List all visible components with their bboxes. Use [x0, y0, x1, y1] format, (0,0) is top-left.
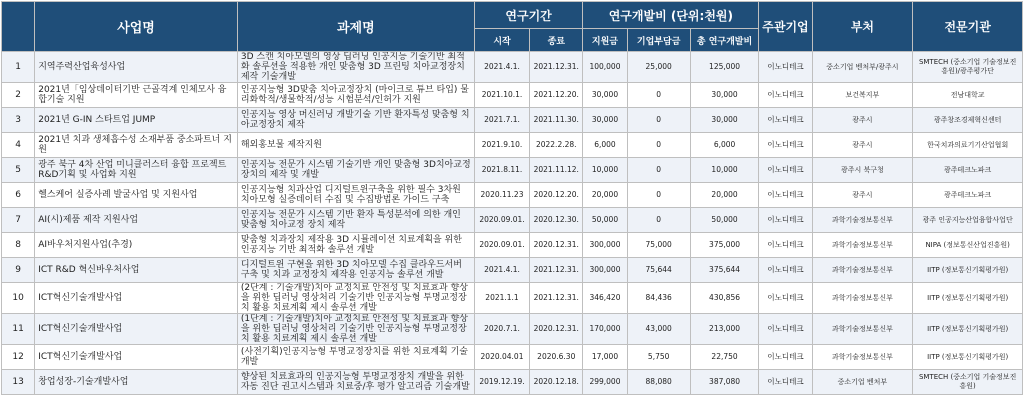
start-date: 2019.12.19.: [474, 370, 529, 395]
agency: SMTECH (중소기업 기술정보진흥원)/광주평가단: [913, 52, 1023, 83]
project-name: ICT혁신기술개발사업: [35, 345, 238, 370]
agency: 전남대학교: [913, 83, 1023, 108]
lead-company: 이노디테크: [759, 314, 812, 345]
total-budget: 125,000: [690, 52, 759, 83]
ministry: 광주시: [812, 108, 913, 133]
company-share: 0: [627, 158, 690, 183]
table-row: [2, 52, 1023, 83]
row-number: 6: [2, 183, 35, 208]
company-share: 84,436: [627, 283, 690, 314]
table-row: [2, 314, 1023, 345]
total-budget: 10,000: [690, 158, 759, 183]
table-row: [2, 183, 1023, 208]
company-share: 0: [627, 183, 690, 208]
grant-amount: 100,000: [583, 52, 627, 83]
ministry: 광주시: [812, 183, 913, 208]
ministry: 중소기업 벤처부/광주시: [812, 52, 913, 83]
total-budget: 375,644: [690, 258, 759, 283]
header-lead: 주관기업: [759, 2, 812, 52]
header-end: 종료: [530, 29, 583, 52]
start-date: 2021.4.1.: [474, 258, 529, 283]
task-name: 3D 스캔 치아모델의 영상 딥러닝 인공지능 기술기반 최적화 솔루션을 적용한 개인 맞춤형 3D 프린팅 치아교정장치 제작 기술개발: [237, 52, 474, 83]
total-budget: 30,000: [690, 108, 759, 133]
header-period: 연구기간: [474, 2, 583, 29]
agency: IITP (정보통신기획평가원): [913, 345, 1023, 370]
table-row: [2, 370, 1023, 395]
ministry: 과학기술정보통신부: [812, 208, 913, 233]
start-date: 2021.1.1: [474, 283, 529, 314]
lead-company: 이노디테크: [759, 258, 812, 283]
grant-amount: 300,000: [583, 258, 627, 283]
row-number: 5: [2, 158, 35, 183]
lead-company: 이노디테크: [759, 52, 812, 83]
project-name: ICT혁신기술개발사업: [35, 314, 238, 345]
task-name: 인공지능 전문가 시스템 기반 환자 특성분석에 의한 개인 맞춤형 치아교정 장치 제작: [237, 208, 474, 233]
start-date: 2021.4.1.: [474, 52, 529, 83]
total-budget: 375,000: [690, 233, 759, 258]
total-budget: 213,000: [690, 314, 759, 345]
agency: IITP (정보통신기획평가원): [913, 314, 1023, 345]
start-date: 2020.04.01: [474, 345, 529, 370]
start-date: 2020.09.01.: [474, 233, 529, 258]
company-share: 75,000: [627, 233, 690, 258]
row-number: 4: [2, 133, 35, 158]
agency: 광주 인공지능산업융합사업단: [913, 208, 1023, 233]
row-number: 13: [2, 370, 35, 395]
header-no: [2, 2, 35, 52]
grant-amount: 170,000: [583, 314, 627, 345]
ministry: 과학기술정보통신부: [812, 314, 913, 345]
end-date: 2022.2.28.: [530, 133, 583, 158]
total-budget: 50,000: [690, 208, 759, 233]
grant-amount: 346,420: [583, 283, 627, 314]
lead-company: 이노디테크: [759, 283, 812, 314]
project-name: 헬스케어 실증사례 발굴사업 및 지원사업: [35, 183, 238, 208]
row-number: 9: [2, 258, 35, 283]
end-date: 2020.12.31.: [530, 314, 583, 345]
task-name: 인공지능형 치과산업 디지털트윈구축을 위한 필수 3차원 치아모형 실증데이터 수집 및 수집방법론 가이드 구축: [237, 183, 474, 208]
agency: 광주창조경제혁신센터: [913, 108, 1023, 133]
ministry: 과학기술정보통신부: [812, 233, 913, 258]
header-row-1: [2, 2, 1023, 29]
start-date: 2020.09.01.: [474, 208, 529, 233]
header-start: 시작: [474, 29, 529, 52]
total-budget: 30,000: [690, 83, 759, 108]
agency: SMTECH (중소기업 기술정보진흥원): [913, 370, 1023, 395]
end-date: 2021.11.30.: [530, 108, 583, 133]
end-date: 2021.12.31.: [530, 258, 583, 283]
end-date: 2020.12.18.: [530, 370, 583, 395]
header-agency: 전문기관: [913, 2, 1023, 52]
row-number: 12: [2, 345, 35, 370]
ministry: 광주시: [812, 133, 913, 158]
agency: 광주테크노파크: [913, 183, 1023, 208]
ministry: 과학기술정보통신부: [812, 345, 913, 370]
project-name: AI바우처지원사업(추경): [35, 233, 238, 258]
table-row: [2, 158, 1023, 183]
task-name: 맞춤형 치과장치 제작용 3D 시뮬레이션 치료계획을 위한 인공지능 기반 최적화 솔루션 개발: [237, 233, 474, 258]
company-share: 0: [627, 83, 690, 108]
table-row: [2, 345, 1023, 370]
end-date: 2020.6.30: [530, 345, 583, 370]
company-share: 75,644: [627, 258, 690, 283]
total-budget: 20,000: [690, 183, 759, 208]
table-row: [2, 233, 1023, 258]
company-share: 0: [627, 208, 690, 233]
end-date: 2021.12.31.: [530, 52, 583, 83]
table-row: [2, 108, 1023, 133]
grant-amount: 30,000: [583, 83, 627, 108]
table-row: [2, 258, 1023, 283]
lead-company: 이노디테크: [759, 370, 812, 395]
lead-company: 이노디테크: [759, 183, 812, 208]
task-name: 디지털트윈 구현을 위한 3D 치아모델 수집 클라우드서버 구축 및 치과 교정장치 제작용 인공지능 솔루션 개발: [237, 258, 474, 283]
table-row: [2, 283, 1023, 314]
company-share: 43,000: [627, 314, 690, 345]
header-ministry: 부처: [812, 2, 913, 52]
ministry: 과학기술정보통신부: [812, 283, 913, 314]
row-number: 8: [2, 233, 35, 258]
lead-company: 이노디테크: [759, 158, 812, 183]
task-name: 해외홍보물 제작지원: [237, 133, 474, 158]
end-date: 2020.12.30.: [530, 208, 583, 233]
task-name: (2단계 : 기술개발)치아 교정치료 안전성 및 치료효과 향상을 위한 딥러닝 영상처리 기술기반 인공지능형 투명교정장치 활용 치료계획 제시 솔루션 개발: [237, 283, 474, 314]
task-name: 인공지능형 3D맞춤 치아교정장치 (마이크로 튜브 타입) 물리화학적/생물학적/성능 시험분석/인허가 지원: [237, 83, 474, 108]
project-name: 창업성장-기술개발사업: [35, 370, 238, 395]
company-share: 0: [627, 108, 690, 133]
grant-amount: 299,000: [583, 370, 627, 395]
row-number: 1: [2, 52, 35, 83]
grant-amount: 17,000: [583, 345, 627, 370]
end-date: 2021.12.31.: [530, 283, 583, 314]
ministry: 보건복지부: [812, 83, 913, 108]
end-date: 2021.11.12.: [530, 158, 583, 183]
project-name: 2021년「임상데이터기반 근골격계 인체모사 융합기술 지원: [35, 83, 238, 108]
grant-amount: 10,000: [583, 158, 627, 183]
project-name: 2021년 치과 생체흡수성 소재부품 중소파트너 지원: [35, 133, 238, 158]
header-total: 총 연구개발비: [690, 29, 759, 52]
task-name: 인공지능 전문가 시스템 기술기반 개인 맞춤형 3D치아교정 장치의 제작 및 개발: [237, 158, 474, 183]
company-share: 25,000: [627, 52, 690, 83]
header-company-share: 기업부담금: [627, 29, 690, 52]
start-date: 2021.10.1.: [474, 83, 529, 108]
lead-company: 이노디테크: [759, 83, 812, 108]
start-date: 2021.9.10.: [474, 133, 529, 158]
row-number: 7: [2, 208, 35, 233]
project-name: ICT혁신기술개발사업: [35, 283, 238, 314]
agency: IITP (정보통신기획평가원): [913, 258, 1023, 283]
total-budget: 6,000: [690, 133, 759, 158]
end-date: 2021.12.20.: [530, 83, 583, 108]
project-name: AI(시)제품 제작 지원사업: [35, 208, 238, 233]
header-budget: 연구개발비 (단위:천원): [583, 2, 759, 29]
ministry: 중소기업 벤처부: [812, 370, 913, 395]
grant-amount: 30,000: [583, 108, 627, 133]
task-name: 인공지능 영상 머신러닝 개발기술 기반 환자특성 맞춤형 치아교정장치 제작: [237, 108, 474, 133]
ministry: 과학기술정보통신부: [812, 258, 913, 283]
company-share: 88,080: [627, 370, 690, 395]
header-project: 사업명: [35, 2, 238, 52]
company-share: 5,750: [627, 345, 690, 370]
grant-amount: 50,000: [583, 208, 627, 233]
start-date: 2020.11.23: [474, 183, 529, 208]
start-date: 2021.7.1.: [474, 108, 529, 133]
ministry: 광주시 북구청: [812, 158, 913, 183]
lead-company: 이노디테크: [759, 108, 812, 133]
agency: NIPA (정보통신산업진흥원): [913, 233, 1023, 258]
start-date: 2021.8.11.: [474, 158, 529, 183]
task-name: 향상된 치료효과의 인공지능형 투명교정장치 개발을 위한 자동 진단 권고시스템과 치료중/후 평가 알고리즘 기술개발: [237, 370, 474, 395]
project-table: [1, 1, 1023, 395]
total-budget: 387,080: [690, 370, 759, 395]
total-budget: 430,856: [690, 283, 759, 314]
end-date: 2020.12.20.: [530, 183, 583, 208]
table-row: [2, 133, 1023, 158]
table-row: [2, 83, 1023, 108]
grant-amount: 6,000: [583, 133, 627, 158]
agency: IITP (정보통신기획평가원): [913, 283, 1023, 314]
company-share: 0: [627, 133, 690, 158]
lead-company: 이노디테크: [759, 133, 812, 158]
table-row: [2, 208, 1023, 233]
lead-company: 이노디테크: [759, 345, 812, 370]
start-date: 2020.7.1.: [474, 314, 529, 345]
task-name: (1단계 : 기술개발)치아 교정치료 안전성 및 치료효과 향상을 위한 딥러닝 영상처리 기술기반 인공지능형 투명교정장치 활용 치료계획 제시 솔루션 개발: [237, 314, 474, 345]
lead-company: 이노디테크: [759, 233, 812, 258]
header-task: 과제명: [237, 2, 474, 52]
task-name: (사전기획)인공지능형 투명교정장치를 위한 치료계획 기술 개발: [237, 345, 474, 370]
lead-company: 이노디테크: [759, 208, 812, 233]
agency: 광주테크노파크: [913, 158, 1023, 183]
grant-amount: 300,000: [583, 233, 627, 258]
agency: 한국치과의료기기산업협회: [913, 133, 1023, 158]
row-number: 3: [2, 108, 35, 133]
project-name: ICT R&D 혁신바우처사업: [35, 258, 238, 283]
row-number: 10: [2, 283, 35, 314]
row-number: 11: [2, 314, 35, 345]
project-name: 지역주력산업육성사업: [35, 52, 238, 83]
end-date: 2020.12.31.: [530, 233, 583, 258]
header-grant: 지원금: [583, 29, 627, 52]
grant-amount: 20,000: [583, 183, 627, 208]
row-number: 2: [2, 83, 35, 108]
project-name: 광주 북구 4차 산업 미니클러스터 융합 프로젝트 R&D기획 및 사업화 지원: [35, 158, 238, 183]
project-name: 2021년 G-IN 스타트업 JUMP: [35, 108, 238, 133]
total-budget: 22,750: [690, 345, 759, 370]
